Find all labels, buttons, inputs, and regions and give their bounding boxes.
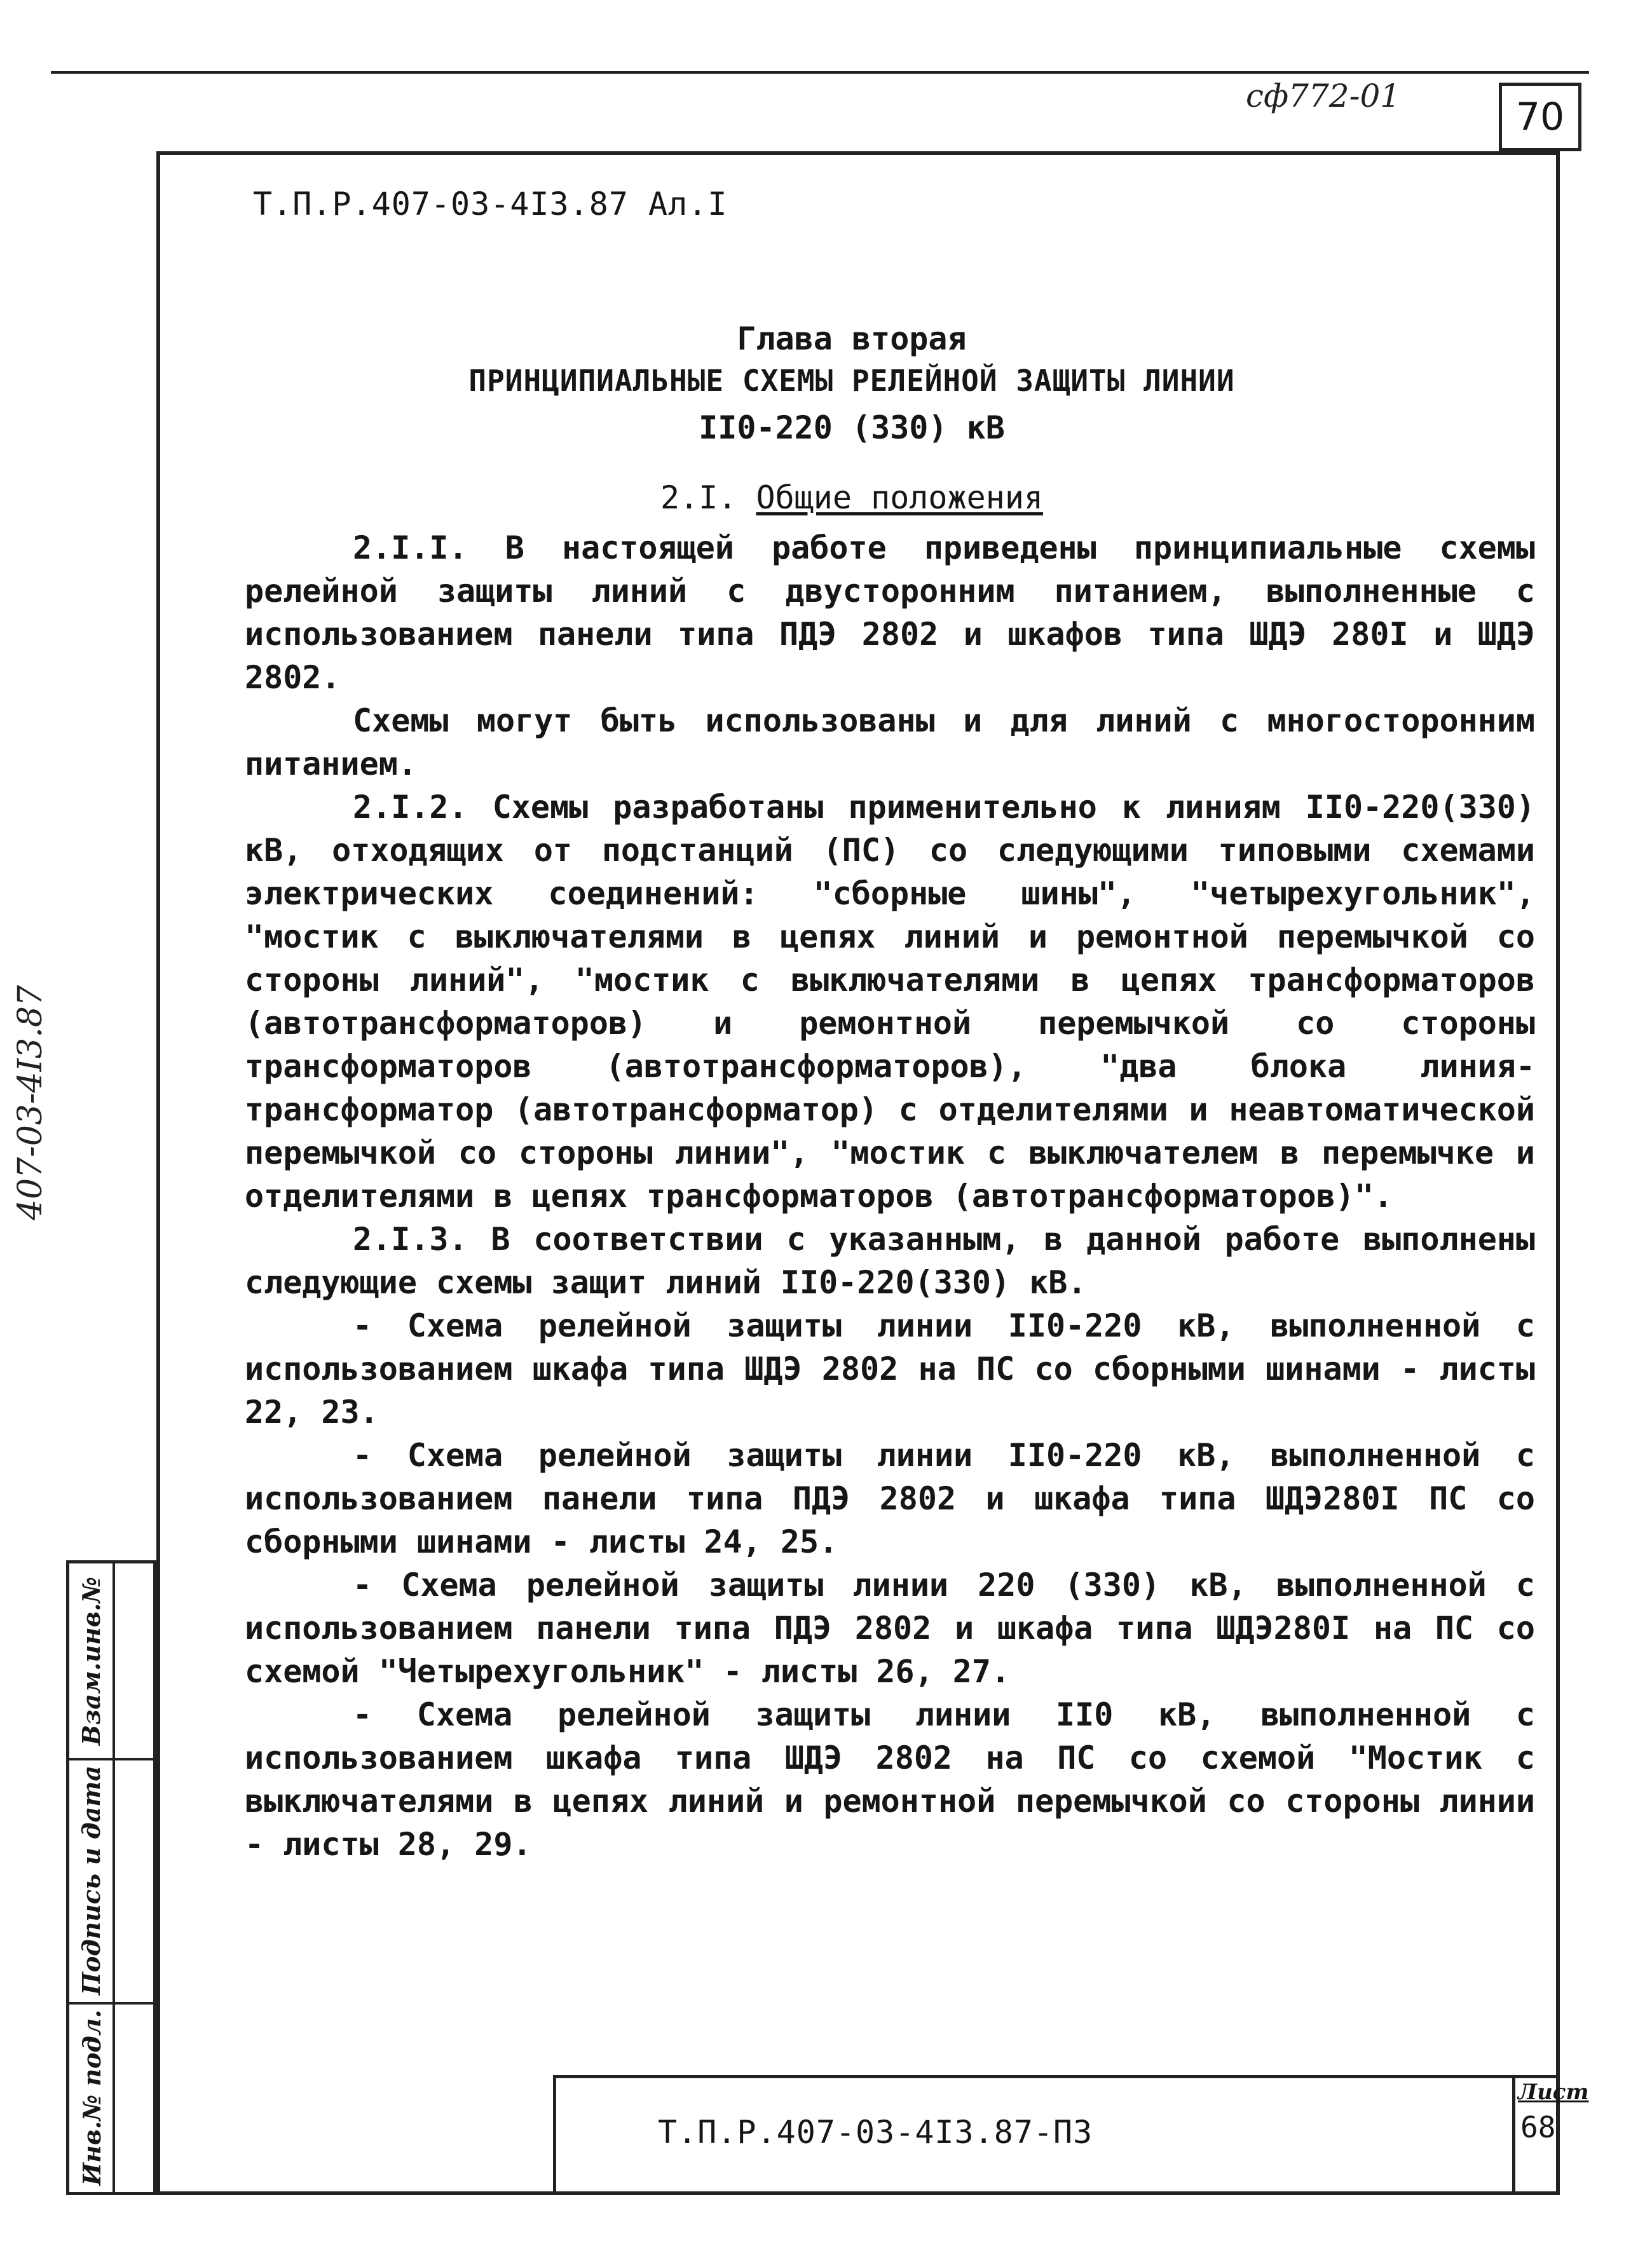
paragraph: - Схема релейной защиты линии II0-220 кВ, выполненной с использованием шкафа типа ШДЭ 2802 на ПС со сборными шинами - листы 22, 23. bbox=[245, 1307, 1535, 1431]
chapter-heading: Глава вторая bbox=[737, 320, 967, 357]
paragraph: Схемы могут быть использованы и для линий с многосторонним питанием. bbox=[245, 702, 1535, 782]
title-block bbox=[553, 2075, 1589, 2195]
paragraph: - Схема релейной защиты линии II0 кВ, выполненной с использованием шкафа типа ШДЭ 2802 на ПС со схемой "Мостик с выключателями в цепях линий и ремонтной перемычкой со стороны линии - листы 28, 29. bbox=[245, 1696, 1535, 1863]
margin-stamp-strip bbox=[66, 1560, 156, 2195]
stamp-label-text: Подпись и дата bbox=[77, 1765, 106, 1995]
chapter-voltage: II0-220 (330) кВ bbox=[699, 409, 1005, 446]
stamp-label-inventory bbox=[72, 2002, 111, 2193]
section-heading bbox=[356, 479, 1348, 516]
chapter-title: ПРИНЦИПИАЛЬНЫЕ СХЕМЫ РЕЛЕЙНОЙ ЗАЩИТЫ ЛИНИИ bbox=[468, 364, 1235, 398]
title-block-code: Т.П.Р.407-03-4I3.87-ПЗ bbox=[658, 2114, 1093, 2151]
margin-vertical-note: 407-03-4I3.87 bbox=[11, 985, 50, 1220]
top-rule bbox=[51, 71, 1589, 74]
paragraph: - Схема релейной защиты линии 220 (330) кВ, выполненной с использованием панели типа ПДЭ 2802 и шкафа типа ШДЭ280I на ПС со схемой "Четырехугольник" - листы 26, 27. bbox=[245, 1567, 1535, 1690]
sheet-label: Лист bbox=[1518, 2080, 1589, 2105]
paragraph: - Схема релейной защиты линии II0-220 кВ, выполненной с использованием панели типа ПДЭ 2802 и шкафа типа ШДЭ280I ПС со сборными шинами - листы 24, 25. bbox=[245, 1437, 1535, 1560]
stamp-divider bbox=[113, 1563, 115, 2192]
stamp-label-text: Инв.№ подл. bbox=[77, 2009, 106, 2186]
page-number-box bbox=[1499, 83, 1581, 151]
handwritten-code: сф772-01 bbox=[1246, 78, 1401, 114]
stamp-label-text: Взам.инв.№ bbox=[77, 1576, 106, 1745]
paragraph: 2.I.I. В настоящей работе приведены принципиальные схемы релейной защиты линий с двусторонним питанием, выполненные с использованием панели типа ПДЭ 2802 и шкафов типа ШДЭ 280I и ШДЭ 2802. bbox=[245, 529, 1536, 696]
page-number: 70 bbox=[1515, 95, 1565, 139]
section-title: Общие положения bbox=[756, 479, 1044, 516]
paragraph: 2.I.2. Схемы разработаны применительно к линиям II0-220(330) кВ, отходящих от подстанций (ПС) со следующими типовыми схемами электрических соединений: "сборные шины", "четырехугольник", "мостик с выключателями в цепях линий и ремонтной перемычкой со стороны линий", "мостик с выключателями в цепях трансформаторов (автотрансформаторов) и ремонтной перемычкой со стороны трансформаторов (автотрансформаторов), "два блока линия-трансформатор (автотрансформатор) с отделителями и неавтоматической перемычкой со стороны линии", "мостик с выключателем в перемычке и отделителями в цепях трансформаторов (автотрансформаторов)". bbox=[245, 789, 1535, 1215]
sheet-number: 68 bbox=[1520, 2110, 1556, 2144]
stamp-label-replacement bbox=[72, 1563, 111, 1758]
sheet-cell bbox=[1512, 2078, 1589, 2195]
body-text bbox=[245, 526, 1535, 1866]
stamp-label-signature bbox=[72, 1758, 111, 2002]
paragraph: 2.I.3. В соответствии с указанным, в данной работе выполнены следующие схемы защит линий II0-220(330) кВ. bbox=[245, 1221, 1535, 1301]
document-code: Т.П.Р.407-03-4I3.87 Ал.I bbox=[253, 186, 728, 222]
section-number: 2.I. bbox=[660, 479, 737, 516]
